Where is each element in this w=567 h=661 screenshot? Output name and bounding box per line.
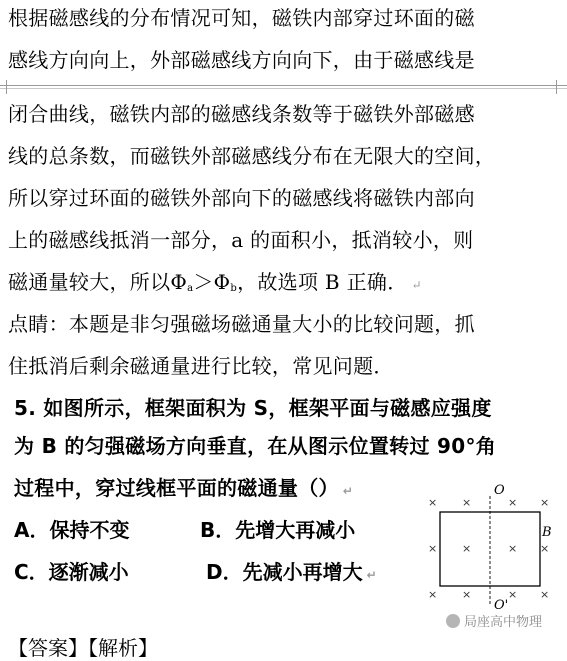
- field-cross-2-2: ×: [508, 588, 518, 601]
- flux-a-subscript: a: [187, 283, 194, 294]
- option-b: B．先增大再减小: [200, 518, 356, 542]
- page-break-rule-lower: [0, 88, 567, 89]
- question-line-3: [14, 474, 353, 505]
- question-line-3-text: 过程中，穿过线框平面的磁通量（）: [14, 476, 339, 500]
- frame-field-figure: [422, 482, 557, 610]
- field-cross-0-0: ×: [428, 496, 438, 509]
- field-cross-0-1: ×: [428, 542, 438, 555]
- field-cross-2-0: ×: [508, 496, 518, 509]
- explanation-line-3: 闭合曲线，磁铁内部的磁感线条数等于磁铁外部磁感: [8, 102, 475, 126]
- field-cross-0-2: ×: [428, 588, 438, 601]
- option-d-text: D．先减小再增大: [206, 560, 363, 584]
- page-break-tick-left: [6, 80, 7, 94]
- conclusion-text: ，故选项 B 正确．: [237, 270, 408, 294]
- flux-compare-text: 磁通量较大，所以Φ: [8, 270, 188, 294]
- explanation-line-5: 所以穿过环面的磁铁外部向下的磁感线将磁铁内部向: [8, 186, 475, 210]
- flux-greater-than: ＞Φ: [193, 270, 231, 294]
- field-cross-2-1: ×: [508, 542, 518, 555]
- field-cross-3-0: ×: [540, 496, 550, 509]
- watermark: [446, 611, 542, 630]
- paragraph-mark: ↵: [366, 568, 377, 582]
- option-a: A．保持不变: [14, 518, 130, 542]
- question-line-1: 5. 如图所示，框架面积为 S，框架平面与磁感应强度: [14, 396, 492, 420]
- field-cross-3-1: ×: [540, 542, 550, 555]
- wechat-icon: [446, 614, 460, 628]
- page-break-tick-right: [556, 80, 557, 94]
- paragraph-mark: ↵: [411, 278, 422, 292]
- comment-line-2-text: 住抵消后剩余磁通量进行比较，常见问题．: [8, 354, 394, 378]
- question-line-2: 为 B 的匀强磁场方向垂直，在从图示位置转过 90°角: [14, 434, 497, 458]
- field-cross-1-2: ×: [462, 588, 472, 601]
- page-break-rule: [0, 85, 567, 86]
- axis-label-bottom: O': [494, 598, 509, 610]
- explanation-line-2: 感线方向向上，外部磁感线方向向下，由于磁感线是: [8, 48, 475, 72]
- explanation-line-1: 根据磁感线的分布情况可知，磁铁内部穿过环面的磁: [8, 6, 475, 30]
- flux-b-subscript: b: [230, 283, 238, 294]
- explanation-line-4: 线的总条数，而磁铁外部磁感线分布在无限大的空间，: [8, 144, 496, 168]
- field-label: B: [542, 525, 552, 540]
- cut-off-heading: 【答案】【解析】: [8, 636, 158, 660]
- explanation-line-6: 上的磁感线抵消一部分，a 的面积小，抵消较小，则: [8, 228, 474, 252]
- explanation-line-7: [8, 268, 422, 303]
- field-cross-1-1: ×: [462, 542, 472, 555]
- axis-label-top: O: [494, 483, 505, 498]
- field-cross-1-0: ×: [462, 496, 472, 509]
- watermark-text: 局座高中物理: [464, 615, 543, 630]
- comment-line-2: [8, 352, 394, 380]
- comment-line-1: 点睛：本题是非匀强磁场磁通量大小的比较问题，抓: [8, 312, 475, 336]
- option-c: C．逐渐减小: [14, 560, 129, 584]
- option-d: [206, 558, 377, 589]
- field-cross-3-2: ×: [540, 588, 550, 601]
- paragraph-mark: ↵: [342, 484, 354, 498]
